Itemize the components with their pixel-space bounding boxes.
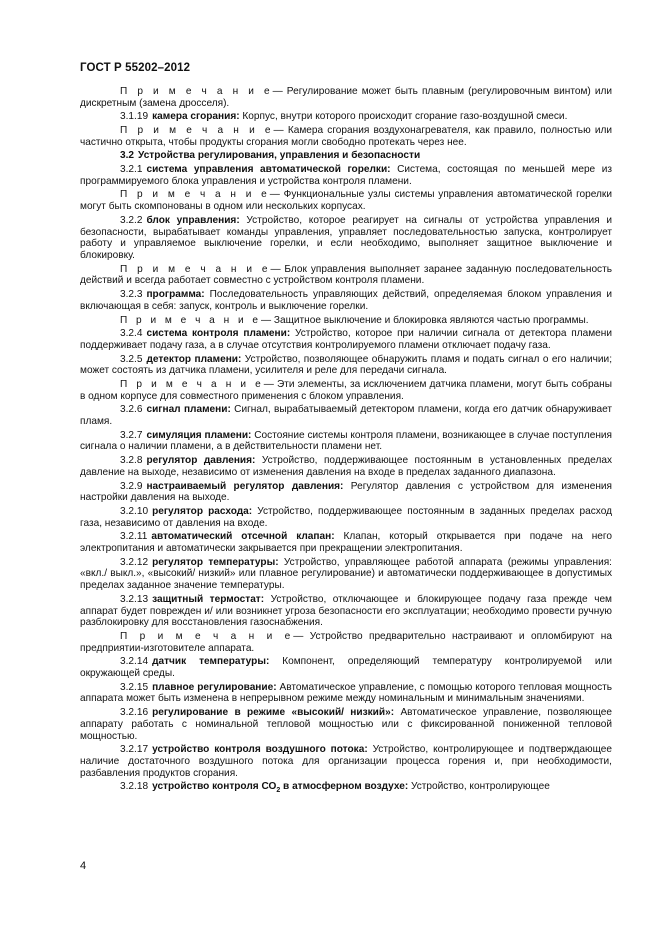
clause-number: 3.2.11 [120,531,148,543]
term-definition [80,744,612,779]
section-number: 3.2 [120,150,135,162]
term-name: защитный термостат: [152,593,265,605]
clause-number: 3.2.1 [120,164,143,176]
term-definition [80,215,612,262]
clause-number: 3.2.7 [120,429,143,441]
clause-number: 3.2.2 [120,214,143,226]
term-text: Компонент, определяющий температуру контролируемой или окружающей среды. [80,656,612,680]
term-definition [80,404,612,428]
clause-number: 3.2.12 [120,556,149,568]
term-text: Состояние системы контроля пламени, возникающее в случае поступления сигнала о наличии пламени, а в действительности пламени нет. [80,429,613,453]
term-text: Устройство, позволяющее обнаружить пламя и подать сигнал о его наличии; может состоять из датчика пламени, усилителя и реле для передачи сигнала. [80,353,612,377]
term-name: блок управления: [146,214,240,226]
clause-number: 3.2.18 [120,781,149,793]
document-body [80,86,612,795]
term-definition [80,164,612,188]
note-text: — Защитное выключение и блокировка являются частью программы. [261,314,589,326]
term-text: Клапан, который открывается при подаче на него электропитания и автоматически закрывается при прекращении электропитания. [80,531,612,555]
term-definition [80,481,612,505]
clause-number: 3.2.9 [120,480,143,492]
term-definition [80,506,612,530]
term-text: Автоматическое управление, позволяющее аппарату работать с номинальной тепловой мощностью или с фиксированной пониженной тепловой мощностью. [80,707,613,742]
term-text: Устройство, поддерживающее постоянным в установленных пределах давление на выходе, независимо от изменения давления на входе в пределах заданного диапазона. [80,455,613,478]
note-text: — Блок управления выполняет заранее заданную последовательность действий и всегда работает совместно с устройством контроля пламени. [80,263,612,287]
note-paragraph [80,86,612,110]
term-name: автоматический отсечной клапан: [151,531,335,543]
term-name: камера сгорания: [152,111,240,123]
note-text: — Камера сгорания воздухонагревателя, как правило, полностью или частично открыта, чтобы продукты сгорания могли свободно протекать через нее. [80,125,613,148]
clause-number: 3.2.13 [120,593,149,605]
term-name: система управления автоматической горелки: [146,164,391,176]
term-text: Корпус, внутри которого происходит сгорание газо-воздушной смеси. [239,111,568,123]
term-text: Устройство, которое при наличии сигнала от детектора пламени поддерживает подачу газа, а в случае отсутствия контролируемого пламени отключает подачу газа. [80,328,612,351]
note-text: — Регулирование может быть плавным (регулировочным винтом) или дискретным (замена дросселя). [80,86,613,109]
note-text: — Функциональные узлы системы управления автоматической горелки могут быть скомпонованы в одном или нескольких корпусах. [80,189,612,213]
clause-number: 3.1.19 [120,111,149,123]
clause-number: 3.2.5 [120,353,143,365]
term-name: программа: [146,289,205,301]
term-name: система контроля пламени: [146,328,291,340]
term-text: Автоматическое управление, с помощью которого тепловая мощность аппарата может быть изменена в непрерывном режиме между номинальным и минимальным значениями. [80,681,612,705]
term-name: регулятор давления: [146,455,256,467]
note-paragraph [80,125,612,149]
term-text: Устройство, поддерживающее постоянным в заданных пределах расход газа, независимо от давления на входе. [80,505,613,529]
term-text: Устройство, управляющее работой аппарата (режимы управления: «вкл./ выкл.», «высокий/ низкий» или плавное регулирование) и автоматически поддерживающее в допустимых пределах заданное значение температуры. [80,556,612,592]
page-header: ГОСТ Р 55202–2012 [80,62,191,74]
clause-number: 3.2.14 [120,656,149,668]
term-definition [80,328,612,352]
section-title: Устройства регулирования, управления и безопасности [138,150,421,162]
term-name: настраиваемый регулятор давления: [146,480,344,492]
note-paragraph [80,315,612,327]
term-definition [80,430,612,454]
section-heading [80,150,612,162]
term-definition [80,656,612,680]
term-text: Устройство, контролирующее [408,781,550,793]
term-text: Устройство, которое реагирует на сигналы от устройства управления и безопасности, вырабатывает команды управления, управляет последовательностью запуска, контролирует работу и управляемое выключение горелки, и если необходимо, выполняет защитное выключение и блокировку. [80,214,612,262]
term-definition [80,354,612,378]
note-text: — Устройство предварительно настраивают и опломбируют на предприятии-изготовителе аппарата. [80,630,612,654]
note-label: П р и м е ч а н и е [120,263,271,275]
clause-number: 3.2.15 [120,681,149,693]
clause-number: 3.2.16 [120,707,149,719]
term-definition [80,707,612,742]
note-label: П р и м е ч а н и е [120,125,274,137]
term-name: устройство контроля воздушного потока: [152,744,368,756]
clause-number: 3.2.4 [120,328,143,340]
term-name: симуляция пламени: [146,429,252,441]
clause-number: 3.2.17 [120,744,149,756]
note-label: П р и м е ч а н и е [120,378,264,390]
term-definition [80,455,612,479]
note-label: П р и м е ч а н и е [120,189,270,201]
page-number: 4 [80,860,87,872]
note-label: П р и м е ч а н и е [120,630,294,642]
note-paragraph [80,631,612,655]
term-text: Последовательность управляющих действий, определяемая блоком управления и включающая в себя: запуск, контроль и выключение горелки. [80,289,612,312]
term-definition [80,594,612,629]
clause-number: 3.2.3 [120,289,143,301]
note-paragraph [80,264,612,288]
term-text: Регулятор давления с устройством для изменения настройки давления на выходе. [80,480,613,504]
term-name: сигнал пламени: [146,404,231,416]
term-definition [80,682,612,706]
note-text: — Эти элементы, за исключением датчика пламени, могут быть собраны в одном корпусе для совместного применения с блоком управления. [80,378,613,402]
term-text: Система, состоящая по меньшей мере из программируемого блока управления и устройства контроля пламени. [80,164,613,187]
clause-number: 3.2.10 [120,505,149,517]
term-name: плавное регулирование: [152,681,277,693]
term-definition [80,111,612,123]
clause-number: 3.2.8 [120,455,143,467]
term-text: Устройство, контролирующее и подтверждающее наличие достаточного воздушного потока для организации процесса горения и, при необходимости, разбавления продуктов сгорания. [80,744,612,779]
term-name: детектор пламени: [146,353,242,365]
term-definition [80,781,612,793]
term-definition [80,557,612,592]
term-definition [80,531,612,555]
note-label: П р и м е ч а н и е [120,86,273,97]
note-paragraph [80,189,612,213]
term-definition [80,289,612,313]
clause-number: 3.2.6 [120,404,143,416]
note-paragraph [80,379,612,403]
term-text: Сигнал, вырабатываемый детектором пламени, когда его датчик обнаруживает пламя. [80,404,612,428]
term-name: датчик температуры: [152,656,270,668]
term-name: регулятор температуры: [152,556,279,568]
term-name: устройство контроля $СО_2$ в атмосферном воздухе: [152,781,409,795]
note-label: П р и м е ч а н и е [120,314,261,326]
term-name: регулятор расхода: [152,505,253,517]
term-text: Устройство, отключающее и блокирующее подачу газа прежде чем аппарат будет поврежден и/ или возникнет угроза безопасности его эксплуатации; необходимо провести ручную разблокировку для восстановления газоснабжения. [80,593,613,629]
term-name: регулирование в режиме «высокий/ низкий»: [152,707,395,719]
